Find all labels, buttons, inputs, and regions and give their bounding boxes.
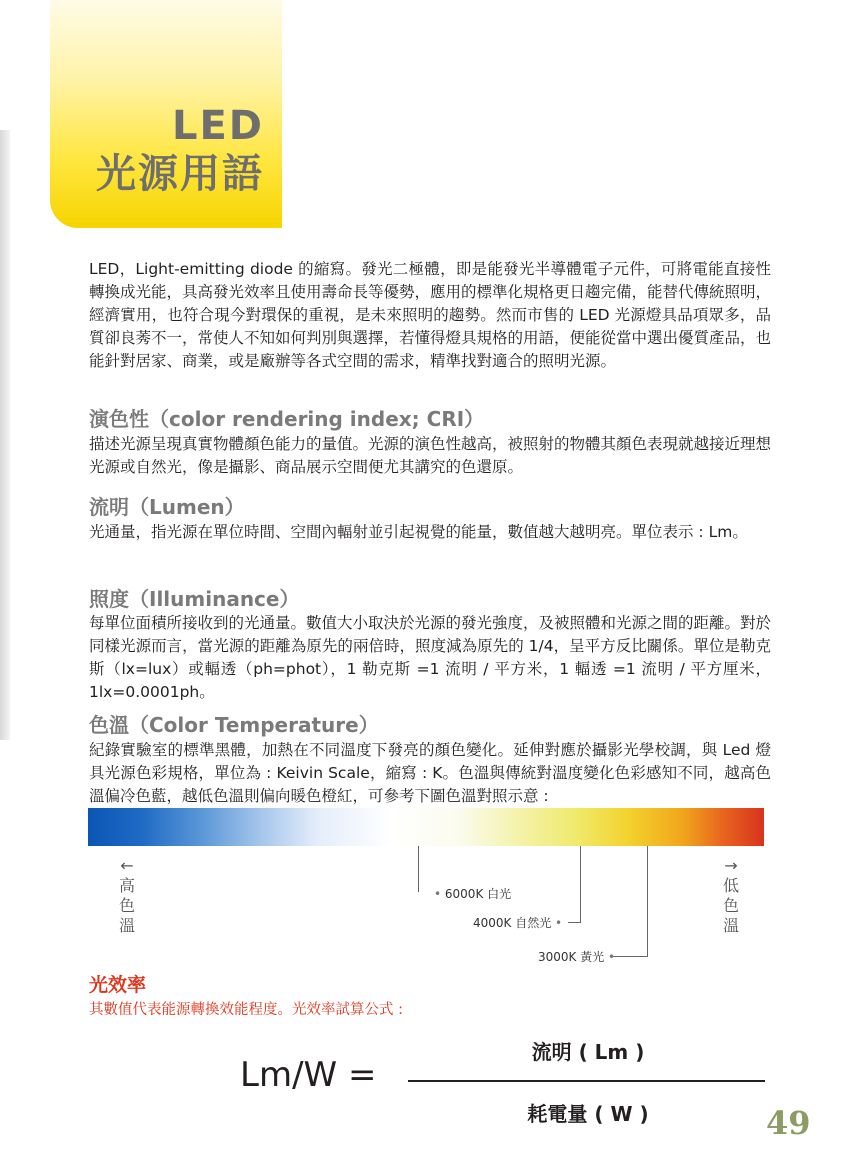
section-body-color-temperature: 紀錄實驗室的標準黑體，加熱在不同溫度下發亮的顏色變化。延伸對應於攝影光學校調，與 Led 燈具光源色彩規格，單位為 : Keivin Scale，縮寫 : K。色溫與傳統對溫度變化色彩感知不同，越高色溫偏冷色藍，越低色溫則偏向暖色橙紅，可參考下圖色溫對照示意 :	[89, 741, 771, 805]
intro-paragraph: LED，Light-emitting diode 的縮寫。發光二極體，即是能發光半導體電子元件，可將電能直接性轉換成光能，具高發光效率且使用壽命長等優勢，應用的標準化規格更日趨完備，能替代傳統照明，經濟實用，也符合現今對環保的重視，是未來照明的趨勢。然而市售的 LED 光源燈具品項眾多，品質卻良莠不一，常使人不知如何判別與選擇，若懂得燈具規格的用語，便能從當中選出優質產品，也能針對居家、商業，或是廠辦等各式空間的需求，精準找對適合的照明光源。	[89, 260, 772, 370]
marker-dot-icon: •	[551, 916, 563, 930]
marker-6000k	[434, 885, 511, 902]
section-title-illuminance: 照度（Illuminance）	[89, 587, 300, 611]
marker-dot-icon: •	[434, 887, 445, 901]
color-temperature-scale-bar	[88, 808, 764, 846]
section-title-color-temperature: 色溫（Color Temperature）	[89, 713, 379, 737]
marker-line-3000k-v	[647, 846, 648, 956]
right-arrow-icon: →	[724, 856, 738, 875]
marker-line-6000k	[418, 846, 419, 892]
section-body-cri: 描述光源呈現真實物體顏色能力的量值。光源的演色性越高，被照射的物體其顏色表現就越接近理想光源或自然光，像是攝影、商品展示空間便尤其講究的色還原。	[89, 435, 772, 476]
high-char-1: 高	[118, 876, 135, 895]
low-char-2: 色	[722, 896, 739, 915]
efficacy-description: 其數值代表能源轉換效能程度。光效率試算公式 :	[89, 1002, 403, 1018]
section-body-illuminance: 每單位面積所接收到的光通量。數值大小取決於光源的發光強度，及被照體和光源之間的距離。對於同樣光源而言，當光源的距離為原先的兩倍時，照度減為原先的 1/4，呈平方反比關係。單位是勒克斯（lx=lux）或輻透（ph=phot），1 勒克斯 =1 流明 / 平方米，1 輻透 =1 流明 / 平方厘米，1lx=0.0001ph。	[89, 614, 772, 701]
title-light-terms: 光源用語	[96, 151, 264, 197]
high-color-temp-label	[115, 856, 139, 936]
marker-line-4000k-v	[580, 846, 581, 922]
formula-numerator: 流明 ( Lm )	[531, 1040, 645, 1064]
low-char-3: 溫	[722, 916, 739, 935]
high-char-2: 色	[118, 896, 135, 915]
section-body-lumen: 光通量，指光源在單位時間、空間內輻射並引起視覺的能量，數值越大越明亮。單位表示 : Lm。	[89, 523, 748, 541]
marker-3000k-label: 3000K 黃光	[538, 950, 605, 964]
marker-6000k-label: 6000K 白光	[444, 887, 512, 901]
marker-4000k	[473, 914, 562, 931]
section-title-cri: 演色性（color rendering index; CRI）	[89, 407, 485, 431]
marker-4000k-label: 4000K 自然光	[473, 916, 552, 930]
efficacy-title: 光效率	[89, 974, 147, 996]
marker-3000k	[538, 948, 615, 965]
low-color-temp-label	[719, 856, 743, 936]
left-arrow-icon: ←	[120, 856, 134, 875]
formula-fraction-line	[408, 1080, 765, 1082]
title-led: LED	[171, 103, 264, 149]
page-edge-shadow	[0, 130, 10, 740]
formula-lhs: Lm/W =	[240, 1055, 377, 1095]
marker-line-3000k-h	[612, 956, 648, 957]
low-char-1: 低	[722, 876, 739, 895]
formula-denominator: 耗電量 ( W )	[527, 1102, 649, 1126]
high-char-3: 溫	[118, 916, 135, 935]
marker-dot-icon: •	[604, 950, 616, 964]
section-title-lumen: 流明（Lumen）	[89, 495, 245, 519]
page-number: 49	[766, 1104, 811, 1142]
marker-line-4000k-h	[568, 922, 581, 923]
title-block	[50, 0, 282, 228]
